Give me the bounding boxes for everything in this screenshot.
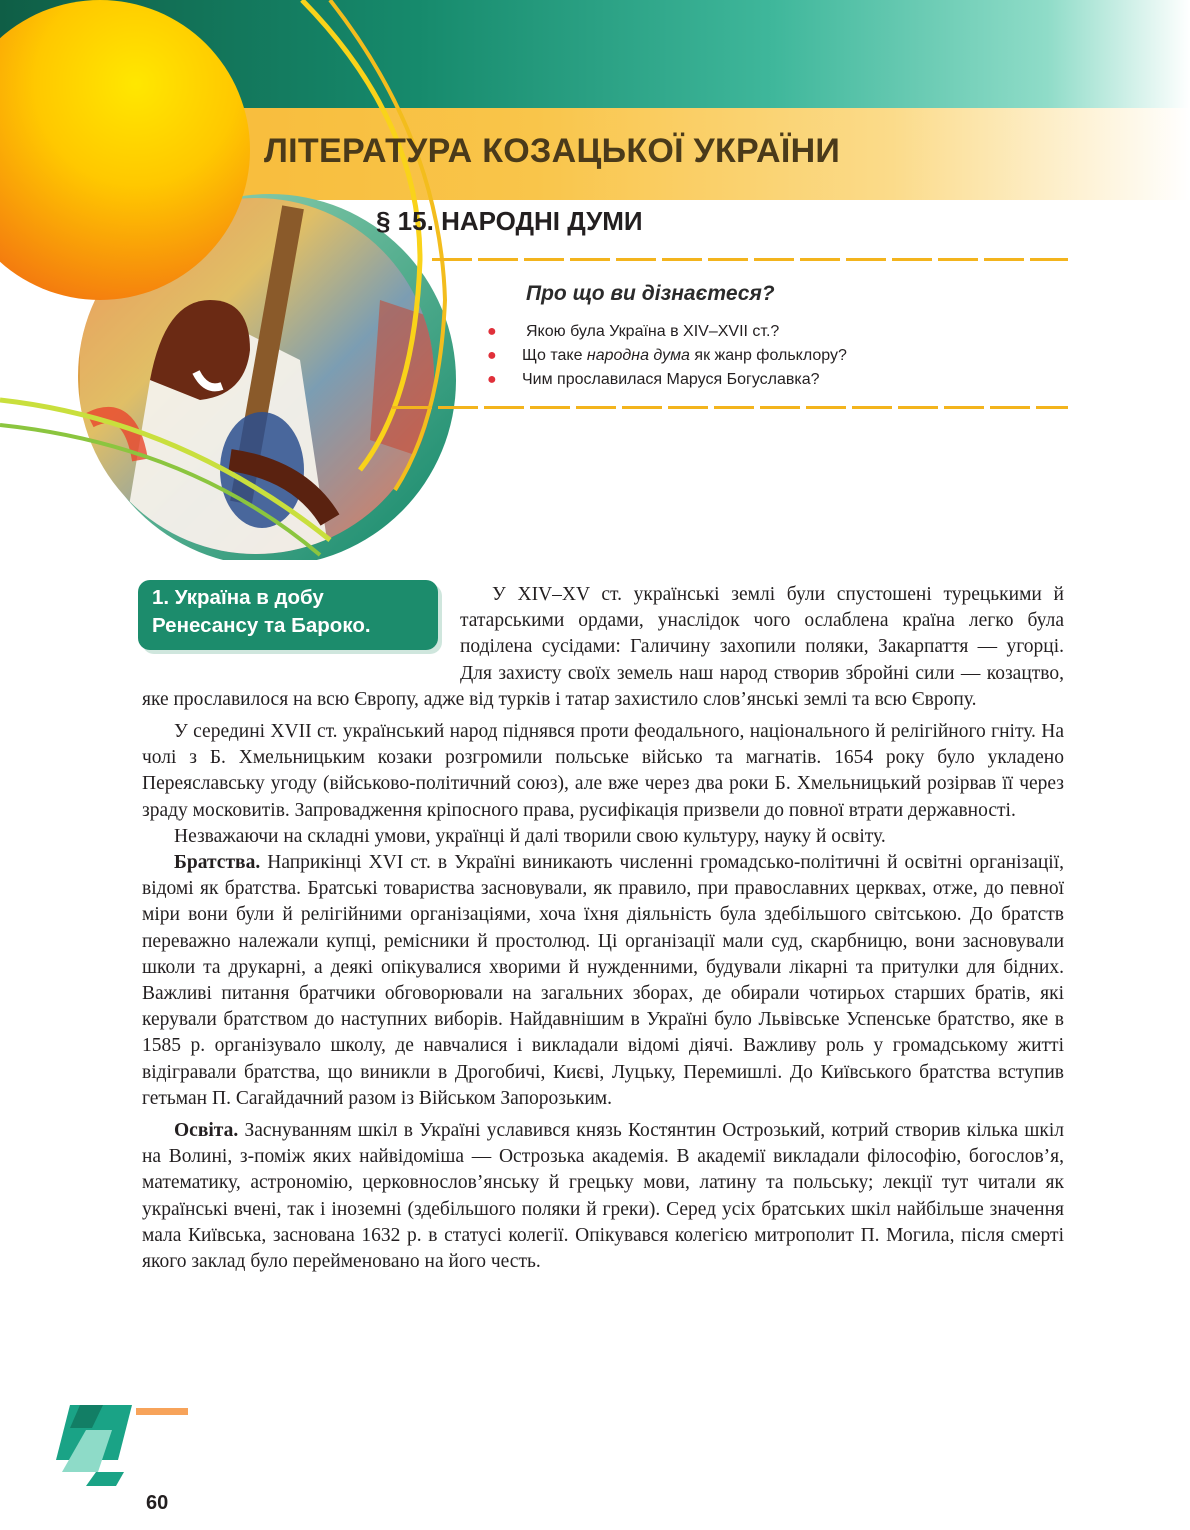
learn-box <box>487 282 1062 392</box>
section-name: НАРОДНІ ДУМИ <box>441 206 643 236</box>
main-text <box>142 582 1064 1275</box>
learn-list <box>487 320 1062 392</box>
bullet-icon: ● <box>487 323 497 340</box>
paragraph-2: У середині XVII ст. український народ піднявся проти феодального, національного й релігійного гніту. На чолі з Б. Хмельницьким козаки розгромили польське військо та магнатів. 1654 року було укладено Переяславську угоду (військово-політичний союз), але вже через два роки Б. Хмельницький розірвав її через зраду московитів. Запровадження кріпосного права, русифікація призвели до повної втрати державності. <box>142 721 1064 821</box>
badge-line-2: Ренесансу та Бароко. <box>152 614 371 637</box>
subsection-badge <box>138 580 438 650</box>
chapter-title: ЛІТЕРАТУРА КОЗАЦЬКОЇ УКРАЇНИ <box>264 132 841 170</box>
paragraph-4: Братства. Наприкінці XVI ст. в Україні виникають численні громадсько-політичні й освітні організації, відомі як братства. Братські товариства засновували, як правило, при православних церквах, отже, до певної міри вони були й релігійними організаціями, хоча їхня діяльність була здебільшого світською. До братств переважно належали купці, ремісники й простолюд. Ці організації мали суд, скарбницю, вони засновували школи та друкарні, а деякі опікувалися хворими й нужденними, будували лікарні та притулки для бідних. Важливі питання братчики обговорювали на загальних зборах, де обирали чотирьох старших братів, які керували братством до наступних виборів. Найдавнішим в Україні було Львівське Успенське братство, яке в 1585 р. організувало школу, де навчалися і викладали відомі діячі. Важливу роль у громадському житті відігравали братства, що виникли в Дрогобичі, Києві, Луцьку, Перемишлі. До Київського братства вступив гетьман П. Сагайдачний разом із Військом Запорозьким. <box>142 852 1064 1109</box>
term-bratstva: Братства. <box>174 852 261 874</box>
section-divider-top <box>432 258 1068 261</box>
paragraph-3: Незважаючи на складні умови, українці й далі творили свою культуру, науку й освіту. <box>174 825 886 847</box>
page-number: 60 <box>146 1492 169 1514</box>
learn-heading: Про що ви дізнаєтеся? <box>526 282 775 305</box>
paragraph-1: У XIV–XV ст. українські землі були спустошені турецькими й татарськими ордами, унаслідок чого ослаблена країна легко була поділена сусідами: Галичину захопили поляки, Закарпаття — угорці. Для захисту своїх земель наш народ створив збройні сили — козацтво, яке прославилося на всю Європу, адже від турків і татар захистило слов’янські землі та всю Європу. <box>142 584 1064 710</box>
section-number: § 15. <box>376 206 434 236</box>
list-item: ● Що таке народна дума як жанр фольклору? <box>522 344 1062 368</box>
bullet-icon: ● <box>487 347 497 364</box>
footer-decoration <box>0 1400 260 1510</box>
term-osvita: Освіта. <box>174 1120 239 1142</box>
list-item: ● Чим прославилася Маруся Богуславка? <box>522 368 1062 392</box>
list-item: ● Якою була Україна в XIV–XVII ст.? <box>522 320 1062 344</box>
section-divider-bottom <box>392 406 1068 409</box>
section-title <box>376 206 643 237</box>
bullet-icon: ● <box>487 371 497 388</box>
badge-line-1: 1. Україна в добу <box>152 586 324 609</box>
chapter-illustration <box>0 0 470 560</box>
paragraph-5: Освіта. Заснуванням шкіл в Україні уславився князь Костянтин Острозький, котрий створив кілька шкіл на Волині, з-поміж яких найвідоміша — Острозька академія. В академії викладали філософію, богослов’я, математику, астрономію, церковнослов’янську й грецьку мови, латину та польську; лекції тут читали як українські вчені, так і іноземні (здебільшого поляки й греки). Серед усіх братських шкіл найбільше значення мала Київська, заснована 1632 р. в статусі колегії. Опікувався колегією митрополит П. Могила, після смерті якого заклад було перейменовано на його честь. <box>142 1120 1064 1273</box>
